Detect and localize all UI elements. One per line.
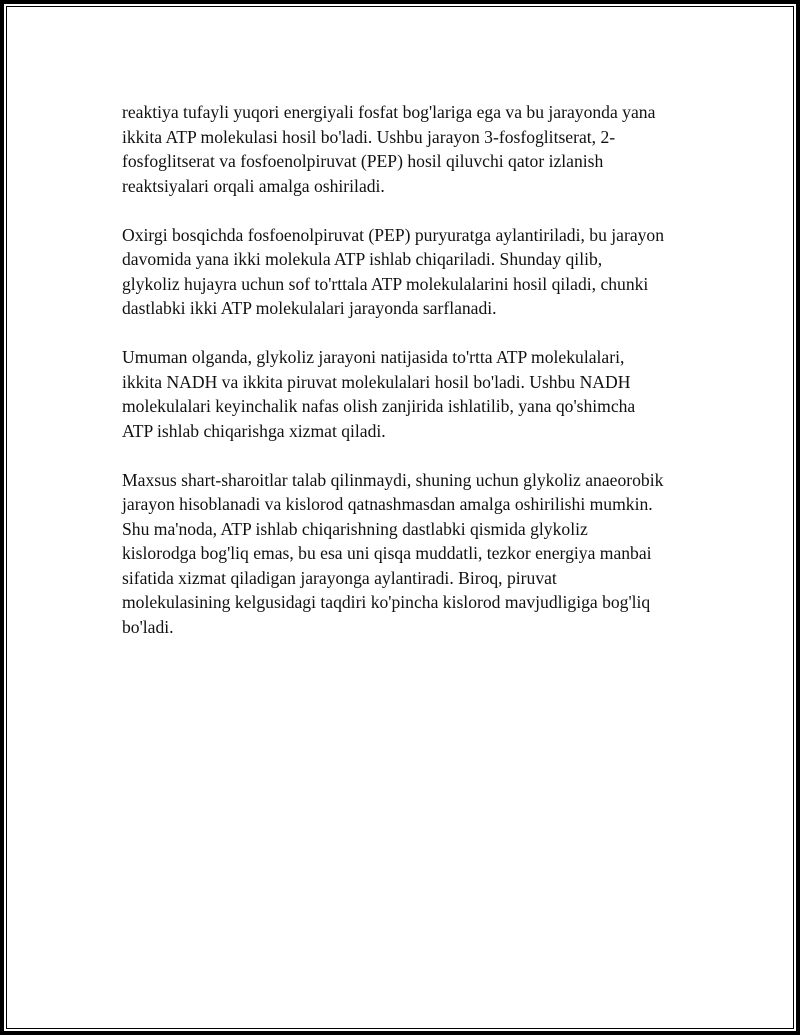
text-line: kislorodga bog'liq emas, bu esa uni qisqa muddatli, tezkor energiya manbai [122,543,652,563]
text-line: bo'ladi. [122,616,174,637]
text-line: jarayon hisoblanadi va kislorod qatnashmasdan amalga oshirilishi mumkin. [122,494,653,514]
text-line: molekulalari keyinchalik nafas olish zanjirida ishlatilib, yana qo'shimcha [122,396,636,416]
text-line: ikkita ATP molekulasi hosil bo'ladi. Ushbu jarayon 3-fosfoglitserat, 2- [122,126,616,147]
text-line: reaktiya tufayli yuqori energiyali fosfat bog'lariga ega va bu jarayonda yana [122,102,656,122]
text-line: Shu ma'noda, ATP ishlab chiqarishning dastlabki qismida glykoliz [122,518,588,539]
text-line: Maxsus shart-sharoitlar talab qilinmaydi, shuning uchun glykoliz anaeorobik [122,469,664,490]
text-line: ikkita NADH va ikkita piruvat molekulalari hosil bo'ladi. Ushbu NADH [122,371,631,392]
text-line: Oxirgi bosqichda fosfoenolpiruvat (PEP) puryuratga aylantiriladi, bu jarayon [122,224,665,245]
paragraph-4 [122,468,702,640]
text-line: Umuman olganda, glykoliz jarayoni natijasida to'rtta ATP molekulalari, [122,347,625,367]
document-body [122,100,702,664]
text-line: reaktsiyalari orqali amalga oshiriladi. [122,175,385,196]
paragraph-3 [122,345,702,443]
paragraph-1 [122,100,702,198]
text-line: glykoliz hujayra uchun sof to'rttala ATP molekulalarini hosil qiladi, chunki [122,273,649,294]
text-line: sifatida xizmat qiladigan jarayonga aylantiradi. Biroq, piruvat [122,567,557,588]
text-line: davomida yana ikki molekula ATP ishlab chiqariladi. Shunday qilib, [122,249,603,269]
paragraph-2 [122,223,702,321]
text-line: fosfoglitserat va fosfoenolpiruvat (PEP) hosil qiluvchi qator izlanish [122,151,604,171]
text-line: ATP ishlab chiqarishga xizmat qiladi. [122,420,386,441]
text-line: dastlabki ikki ATP molekulalari jarayonda sarflanadi. [122,298,497,318]
text-line: molekulasining kelgusidagi taqdiri ko'pincha kislorod mavjudligiga bog'liq [122,592,651,612]
